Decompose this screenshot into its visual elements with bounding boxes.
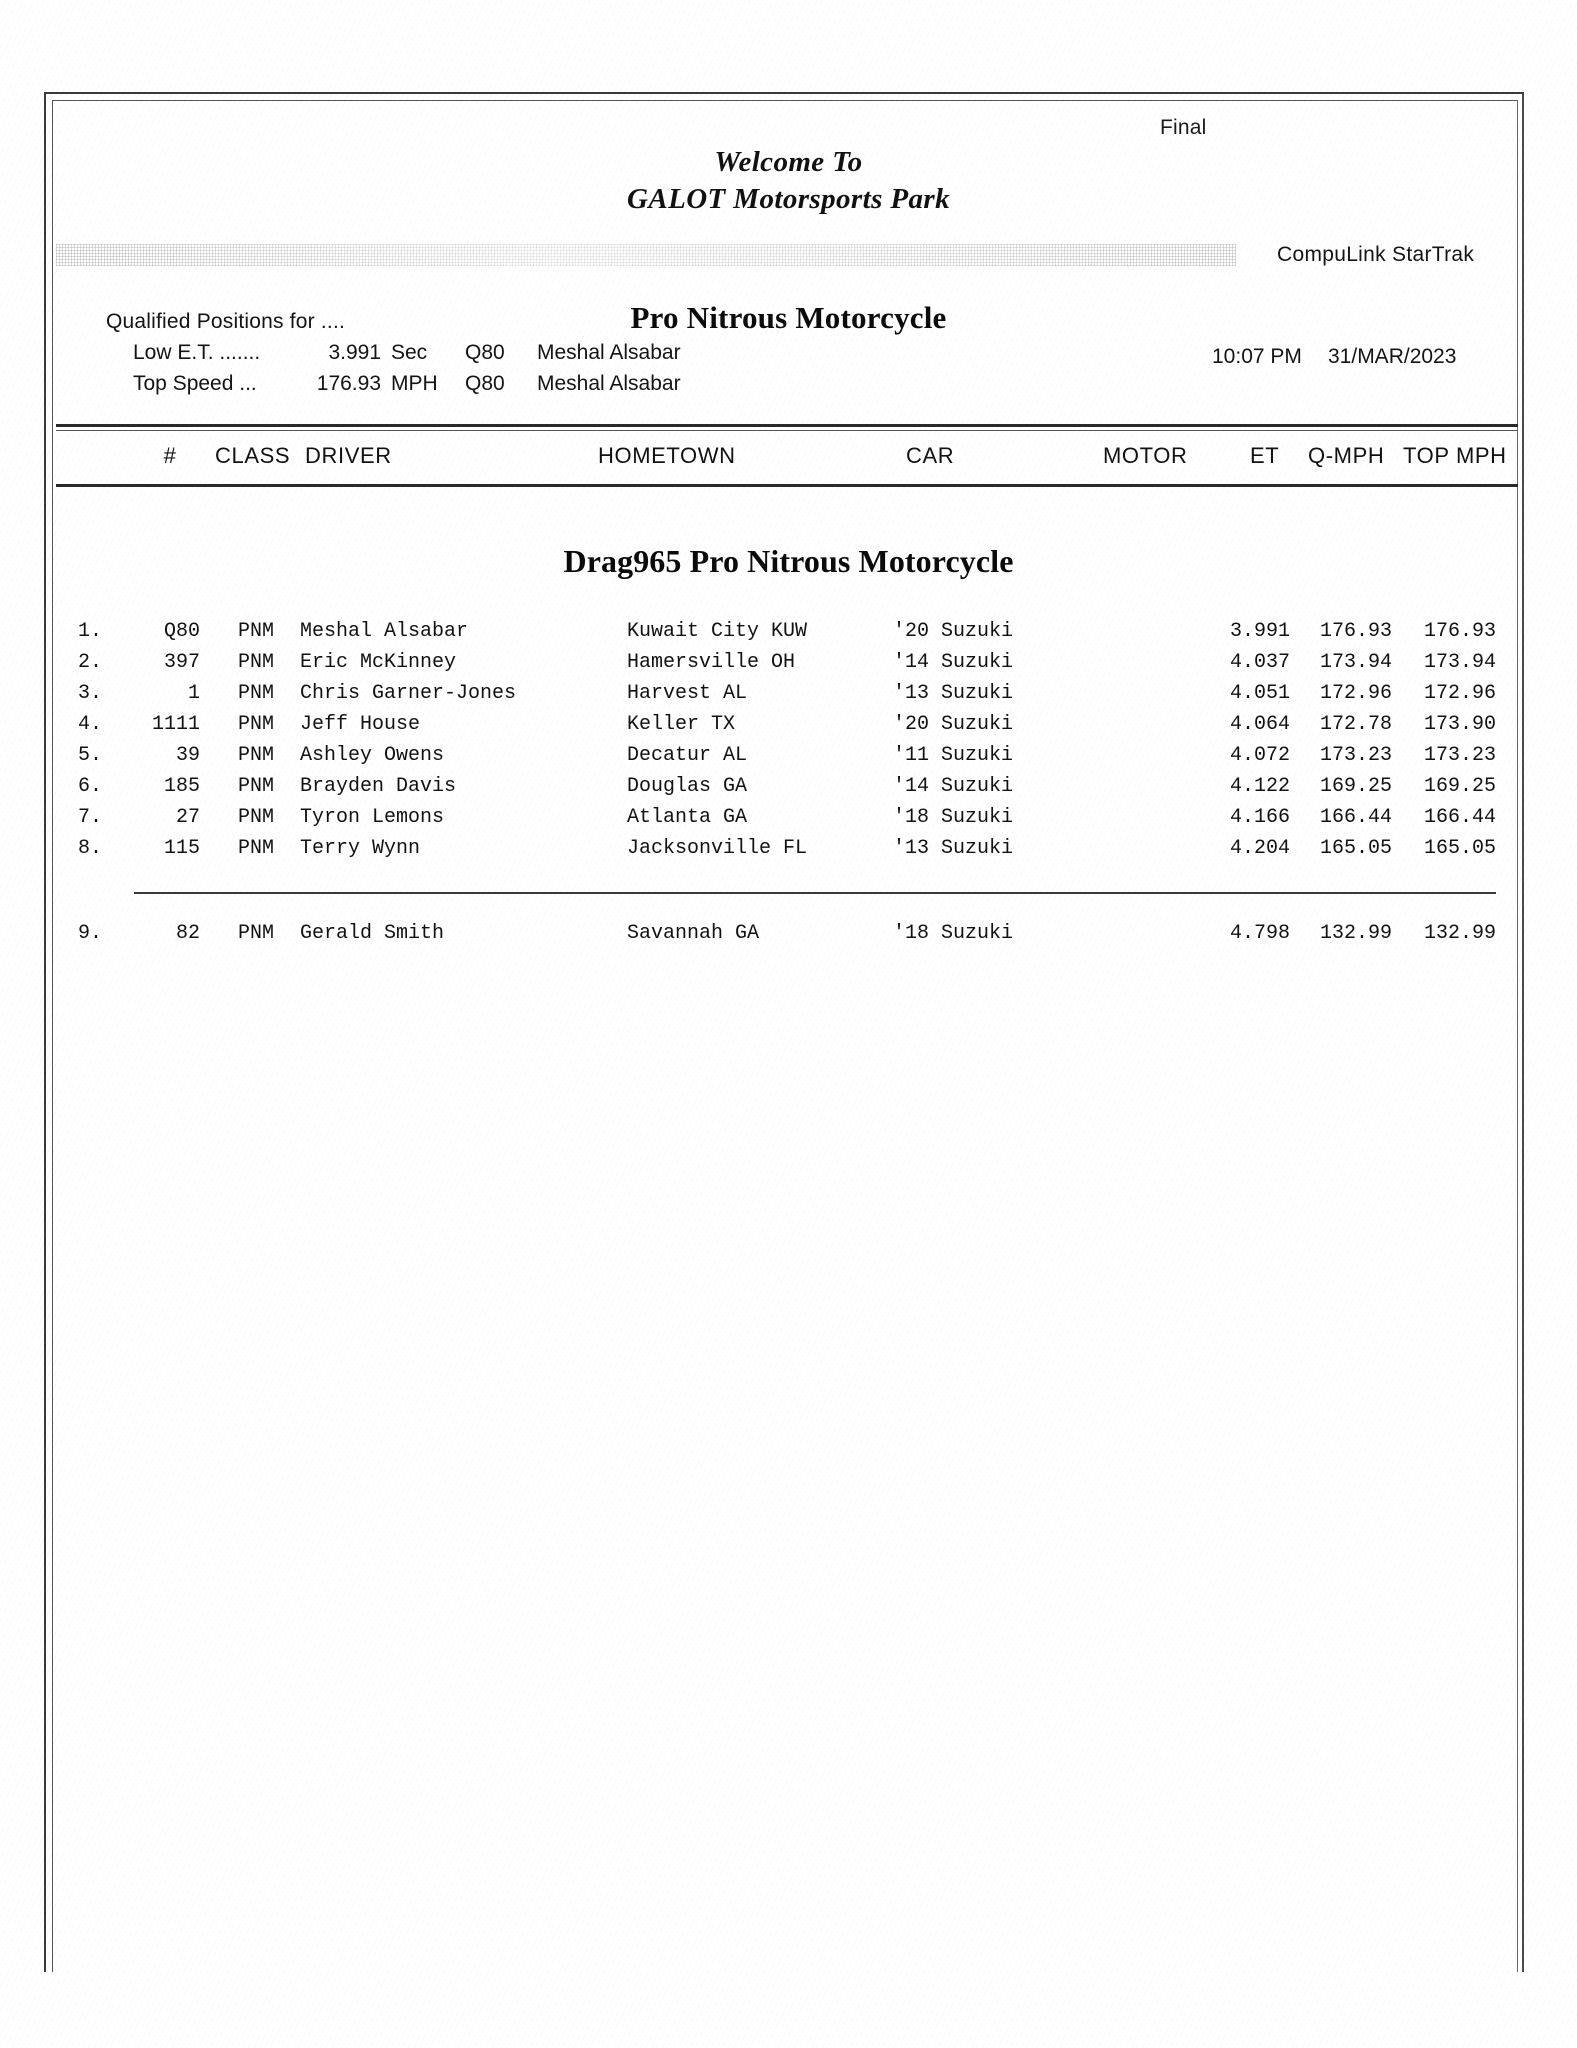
result-car: '13 Suzuki: [893, 682, 1014, 705]
result-hometown: Decatur AL: [627, 744, 748, 767]
table-row: [0, 802, 1577, 833]
low-et-value: 3.991: [328, 341, 381, 364]
result-topmph: 166.44: [1423, 806, 1496, 829]
welcome-line-1: Welcome To: [714, 146, 863, 178]
result-driver: Jeff House: [300, 713, 421, 736]
result-qmph: 169.25: [1319, 775, 1392, 798]
table-row: [0, 647, 1577, 678]
result-position: 9.: [78, 922, 103, 945]
column-header-et: ET: [1250, 443, 1280, 468]
result-class: PNM: [238, 713, 275, 736]
column-header-driver: DRIVER: [305, 443, 392, 468]
top-speed-summary-row: [106, 368, 681, 399]
result-class: PNM: [238, 922, 275, 945]
report-time: 10:07 PM: [1212, 345, 1302, 368]
final-label: Final: [1160, 116, 1207, 139]
result-class: PNM: [238, 806, 275, 829]
table-row: [0, 833, 1577, 864]
result-car-number: 27: [175, 806, 200, 829]
top-speed-driver: Meshal Alsabar: [537, 372, 681, 395]
result-hometown: Harvest AL: [627, 682, 748, 705]
result-car: '20 Suzuki: [893, 713, 1014, 736]
result-driver: Tyron Lemons: [300, 806, 445, 829]
header-rule-top: [56, 424, 1518, 427]
halftone-fade-overlay: [56, 244, 1236, 266]
result-class: PNM: [238, 744, 275, 767]
non-qualified-rows-group: [0, 918, 1577, 949]
result-class: PNM: [238, 682, 275, 705]
result-qmph: 173.94: [1319, 651, 1392, 674]
result-position: 4.: [78, 713, 103, 736]
result-driver: Meshal Alsabar: [300, 620, 469, 643]
result-car: '20 Suzuki: [893, 620, 1014, 643]
low-et-label: Low E.T. .......: [133, 341, 261, 364]
result-class: PNM: [238, 620, 275, 643]
result-et: 4.064: [1229, 713, 1290, 736]
table-row: [0, 709, 1577, 740]
result-driver: Eric McKinney: [300, 651, 457, 674]
result-qmph: 173.23: [1319, 744, 1392, 767]
report-date: 31/MAR/2023: [1328, 345, 1457, 368]
result-position: 2.: [78, 651, 103, 674]
result-topmph: 132.99: [1423, 922, 1496, 945]
result-et: 4.204: [1229, 837, 1290, 860]
qualified-rows-group: [0, 616, 1577, 864]
qualified-positions-heading: Qualified Positions for ....: [106, 310, 346, 333]
top-speed-label: Top Speed ...: [133, 372, 257, 395]
result-position: 1.: [78, 620, 103, 643]
result-qmph: 172.96: [1319, 682, 1392, 705]
result-qmph: 165.05: [1319, 837, 1392, 860]
result-position: 7.: [78, 806, 103, 829]
table-row: [0, 616, 1577, 647]
result-car-number: 1111: [151, 713, 200, 736]
column-header-topmph: TOP MPH: [1403, 443, 1507, 468]
result-driver: Chris Garner-Jones: [300, 682, 517, 705]
timing-system-label: CompuLink StarTrak: [1277, 243, 1475, 266]
result-car-number: 185: [163, 775, 200, 798]
column-header-motor: MOTOR: [1103, 443, 1188, 468]
welcome-line-2: GALOT Motorsports Park: [627, 183, 950, 216]
header-rule-top-hairline: [56, 430, 1518, 431]
result-driver: Brayden Davis: [300, 775, 457, 798]
result-car: '13 Suzuki: [893, 837, 1014, 860]
result-car-number: 397: [163, 651, 200, 674]
result-et: 4.037: [1229, 651, 1290, 674]
column-header-qmph: Q-MPH: [1308, 443, 1385, 468]
result-position: 3.: [78, 682, 103, 705]
result-hometown: Jacksonville FL: [627, 837, 808, 860]
result-et: 3.991: [1229, 620, 1290, 643]
result-topmph: 173.94: [1423, 651, 1496, 674]
result-position: 5.: [78, 744, 103, 767]
result-qmph: 132.99: [1319, 922, 1392, 945]
result-hometown: Atlanta GA: [627, 806, 748, 829]
result-et: 4.798: [1229, 922, 1290, 945]
result-hometown: Savannah GA: [627, 922, 760, 945]
result-qmph: 176.93: [1319, 620, 1392, 643]
result-topmph: 172.96: [1423, 682, 1496, 705]
result-topmph: 173.23: [1423, 744, 1496, 767]
result-topmph: 169.25: [1423, 775, 1496, 798]
result-car: '11 Suzuki: [893, 744, 1014, 767]
report-timestamp: [1212, 345, 1456, 369]
result-hometown: Douglas GA: [627, 775, 748, 798]
result-driver: Terry Wynn: [300, 837, 421, 860]
result-position: 6.: [78, 775, 103, 798]
result-topmph: 176.93: [1423, 620, 1496, 643]
table-row: [0, 678, 1577, 709]
result-hometown: Kuwait City KUW: [627, 620, 808, 643]
table-column-headers: [0, 434, 1577, 482]
qualifying-results-table: [0, 616, 1577, 949]
top-speed-value: 176.93: [316, 372, 381, 395]
venue-welcome-banner: [0, 144, 1577, 218]
result-class: PNM: [238, 651, 275, 674]
result-class: PNM: [238, 837, 275, 860]
result-driver: Gerald Smith: [300, 922, 445, 945]
table-row: [0, 771, 1577, 802]
result-car: '18 Suzuki: [893, 922, 1014, 945]
result-topmph: 165.05: [1423, 837, 1496, 860]
page-title: Pro Nitrous Motorcycle: [630, 300, 947, 335]
column-header-number: #: [163, 443, 177, 468]
bump-spot-rule-wrap: [0, 892, 1577, 918]
result-car-number: 1: [187, 682, 200, 705]
low-et-number: Q80: [465, 341, 505, 364]
result-car-number: 82: [175, 922, 200, 945]
result-et: 4.051: [1229, 682, 1290, 705]
result-et: 4.122: [1229, 775, 1290, 798]
low-et-summary-row: [106, 337, 681, 368]
result-car: '14 Suzuki: [893, 775, 1014, 798]
result-et: 4.166: [1229, 806, 1290, 829]
result-topmph: 173.90: [1423, 713, 1496, 736]
header-rule-bottom: [56, 484, 1518, 487]
result-et: 4.072: [1229, 744, 1290, 767]
result-class: PNM: [238, 775, 275, 798]
result-hometown: Keller TX: [627, 713, 736, 736]
result-qmph: 172.78: [1319, 713, 1392, 736]
section-title: Drag965 Pro Nitrous Motorcycle: [563, 543, 1014, 579]
column-header-class: CLASS: [215, 443, 291, 468]
table-row: [0, 740, 1577, 771]
result-car-number: Q80: [163, 620, 200, 643]
column-header-hometown: HOMETOWN: [598, 443, 736, 468]
low-et-driver: Meshal Alsabar: [537, 341, 681, 364]
result-car-number: 39: [175, 744, 200, 767]
result-car: '18 Suzuki: [893, 806, 1014, 829]
result-car-number: 115: [163, 837, 200, 860]
result-qmph: 166.44: [1319, 806, 1392, 829]
top-speed-unit: MPH: [391, 372, 438, 395]
result-hometown: Hamersville OH: [627, 651, 796, 674]
bump-spot-rule: [134, 892, 1496, 894]
result-position: 8.: [78, 837, 103, 860]
bump-spot-gap: [0, 864, 1577, 892]
low-et-unit: Sec: [391, 341, 428, 364]
table-row: [0, 918, 1577, 949]
column-header-car: CAR: [906, 443, 955, 468]
result-driver: Ashley Owens: [300, 744, 445, 767]
result-car: '14 Suzuki: [893, 651, 1014, 674]
top-speed-number: Q80: [465, 372, 505, 395]
